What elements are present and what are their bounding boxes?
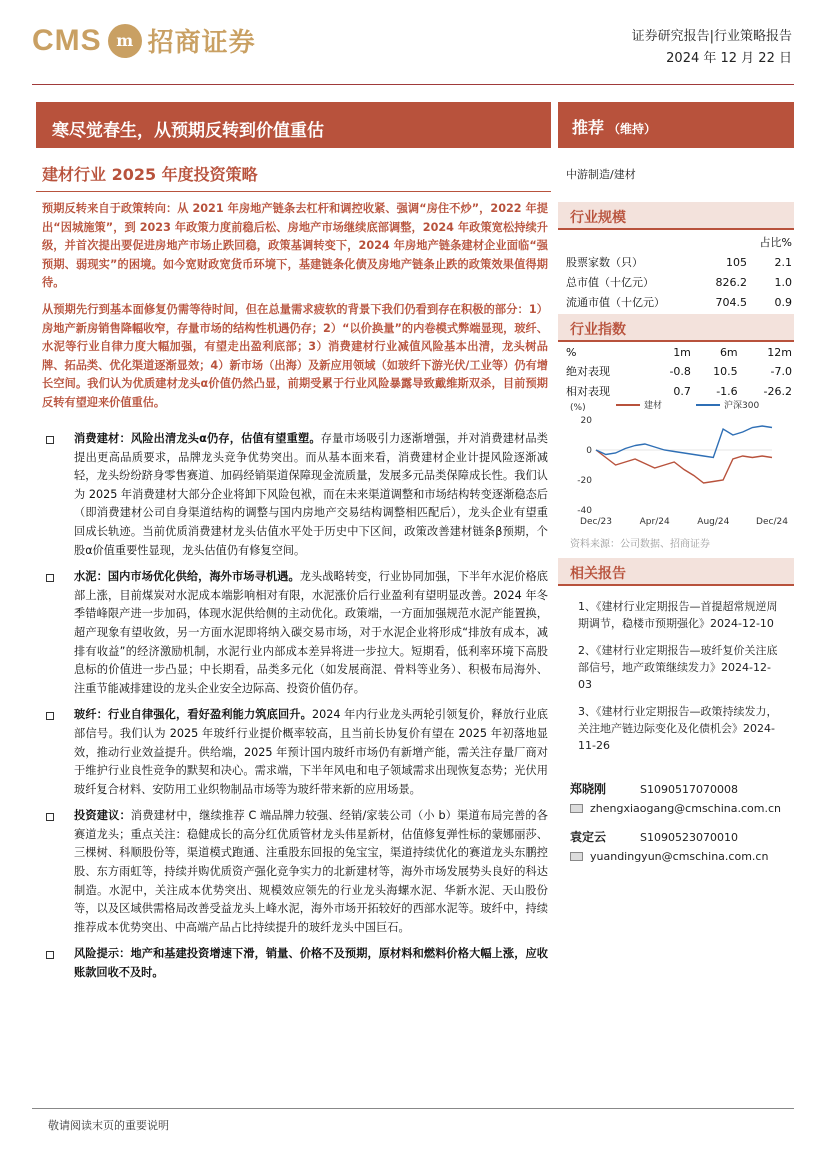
row-pct: 2.1 (774, 255, 792, 269)
row-value: -7.0 (770, 364, 792, 378)
lead-paragraph: 预期反转来自于政策转向：从 2021 年房地产链条去杠杆和调控收紧、强调“房住不炒”，2022 年提出“因城施策”，到 2023 年政策力度前稳后松、房地产市场继续底部调整，2024 年政策宽松持续升级，并首次提出要促进房地产市场止跌回稳，政策基调转变下，2024 年房地产链条建材企业面临“强预期、弱现实”的困境。如今宽财政宽货币环境下，基建链条化债及房地产链条止跌的政策效果值得期待。 (42, 202, 548, 290)
report-subtitle: 建材行业 2025 年度投资策略 (42, 165, 258, 184)
series-line (596, 450, 772, 483)
analyst-card (570, 828, 788, 864)
analyst-card (570, 780, 788, 816)
row-value: 105 (725, 255, 747, 269)
list-item (42, 568, 548, 698)
bullet-heading: 水泥：国内市场优化供给，海外市场寻机遇。 (74, 570, 300, 584)
row-value: -1.6 (716, 384, 738, 398)
list-item (42, 945, 548, 982)
report-type: 证券研究报告|行业策略报告 (631, 29, 792, 44)
report-meta (632, 26, 792, 70)
row-value: 0.7 (673, 384, 691, 398)
analyst-email[interactable]: zhengxiaogang@cmschina.com.cn (590, 802, 781, 815)
y-tick-label: -20 (577, 476, 592, 486)
related-reports-list (578, 598, 784, 764)
column-header: 12m (767, 345, 792, 359)
row-value: -0.8 (669, 364, 691, 378)
bullet-heading: 投资建议： (74, 809, 131, 823)
legend-label: 沪深300 (724, 401, 760, 411)
bullet-heading: 风险提示：地产和基建投资增速下滑，销量、价格不及预期，原材料和燃料价格大幅上涨，应收账款回收不及时。 (74, 947, 548, 980)
column-header: 1m (673, 345, 691, 359)
rating-note: （维持） (608, 122, 657, 136)
analyst-email[interactable]: yuandingyun@cmschina.com.cn (590, 850, 769, 863)
row-label: 总市值（十亿元） (566, 276, 654, 289)
bullet-heading: 消费建材：风险出清龙头α仍存，估值有望重塑。 (74, 432, 321, 445)
row-pct: 1.0 (774, 275, 792, 289)
y-tick-label: 0 (586, 446, 592, 456)
envelope-icon (570, 852, 583, 861)
related-report-link[interactable]: 2、《建材行业定期报告—玻纤复价关注底部信号，地产政策继续发力》2024-12-03 (578, 644, 778, 691)
table-header-row (566, 343, 792, 361)
y-tick-label: -40 (577, 506, 592, 516)
envelope-icon (570, 804, 583, 813)
table-row (566, 292, 792, 312)
y-axis-label: (%) (570, 403, 586, 413)
pct-header: 占比% (759, 236, 792, 249)
x-tick-label: Apr/24 (639, 517, 670, 527)
header-divider (32, 84, 794, 85)
checkbox-bullet-icon (46, 574, 54, 582)
table-row (566, 252, 792, 272)
related-report-link[interactable]: 1、《建材行业定期报告—首提超常规逆周期调节，稳楼市预期强化》2024-12-10 (578, 600, 778, 630)
bullet-body: 存量市场吸引力逐渐增强，并对消费建材品类提出更高品质要求，品牌龙头竞争优势突出。而从基本面来看，消费建材企业计提风险逐渐减轻，龙头纷纷跻身零售赛道、加码经销渠道保障现金流质量，发展多元品类保障成长性。我们认为 2025 年消费建材大部分企业将卸下风险包袱，而在未来渠道调整和市场结构转变逐渐稳态后（即消费建材公司自身渠道结构的调整与国内房地产交易结构调整相匹配后），龙头企业有望重回成长轨迹。当前优质消费建材龙头估值水平处于历史中下区间，政策改善建材链条β预期，个股α价值重要性显现，龙头估值仍有修复空间。 (74, 432, 548, 557)
related-reports-heading: 相关报告 (558, 558, 794, 586)
logo-chinese-name: 招商证券 (147, 28, 256, 58)
checkbox-bullet-icon (46, 813, 54, 821)
bullet-body: 消费建材中，继续推荐 C 端品牌力较强、经销/家装公司（小 b）渠道布局完善的各赛道龙头；重点关注：稳健成长的高分红优质管材龙头伟星新材，估值修复弹性标的蒙娜丽莎、三棵树、科顺股份等，渠道模式跑通、注重股东回报的兔宝宝，渠道持续优化的赛道龙头东鹏控股、东方雨虹等，持续并购优质资产强化竞争实力的北新建材等，海外市场发展势头良好的科达制造。水泥中，关注成本优势突出、规模效应领先的行业龙头海螺水泥、华新水泥、天山股份等，以及区域供需格局改善受益龙头上峰水泥，海外市场开拓较好的西部水泥等。玻纤中，持续推荐成本优势突出、中高端产品占比持续提升的玻纤龙头中国巨石。 (74, 809, 548, 934)
x-tick-label: Dec/23 (580, 517, 612, 527)
industry-scale-heading: 行业规模 (558, 202, 794, 230)
bullet-body: 2024 年内行业龙头两轮引领复价，释放行业底部信号。我们认为 2025 年玻纤行业提价概率较高，且当前长协复价有望在 2025 年初落地显效，推动行业效益提升。供给端，2025 年预计国内玻纤市场仍有新增产能，需关注存量厂商对于维护行业良性竞争的默契和决心。需求端，下半年风电和电子领域需求出现恢复态势；光伏用玻纤复合材料、安防用工业织物制品市场等为玻纤带来新的应用场景。 (74, 708, 548, 796)
checkbox-bullet-icon (46, 951, 54, 959)
chart-source: 资料来源：公司数据、招商证券 (570, 539, 710, 550)
industry-scale-table (566, 232, 792, 312)
column-header: 6m (719, 345, 738, 359)
table-row (566, 361, 792, 381)
table-row (566, 272, 792, 292)
row-label: 股票家数（只） (566, 256, 643, 269)
row-value: -26.2 (763, 384, 792, 398)
industry-index-heading: 行业指数 (558, 314, 794, 342)
lead-paragraph: 从预期先行到基本面修复仍需等待时间，但在总量需求疲软的背景下我们仍看到存在积极的部分：1）房地产新房销售降幅收窄，存量市场的结构性机遇仍存；2）“以价换量”的内卷模式弊端显现，玻纤、水泥等行业自律力度大幅加强，有望走出盈利底部；3）消费建材行业减值风险基本出清，龙头树品牌、拓品类、优化渠道逐渐显效；4）新市场（出海）及新应用领域（如玻纤下游光伏/工业等）仍有增长空间。我们认为优质建材龙头α价值仍然凸显，前期受累于行业风险暴露导致戴维斯双杀，目前预期反转有望迎来价值重估。 (42, 302, 548, 409)
bullet-heading: 玻纤：行业自律强化，看好盈利能力筑底回升。 (74, 708, 312, 722)
logo-text: CMS (32, 23, 102, 57)
subtitle-divider (36, 191, 551, 192)
row-value: 10.5 (713, 364, 738, 378)
list-item (42, 430, 548, 560)
column-header: % (566, 345, 577, 359)
row-value: 826.2 (715, 275, 747, 289)
company-logo (32, 22, 256, 59)
rating-label: 推荐 (572, 118, 605, 137)
page-header (0, 0, 826, 92)
list-item (42, 706, 548, 799)
report-date: 2024 年 12 月 22 日 (666, 51, 792, 66)
checkbox-bullet-icon (46, 712, 54, 720)
analyst-name: 袁定云 (570, 830, 607, 844)
row-label: 流通市值（十亿元） (566, 296, 665, 309)
rating-banner (558, 102, 794, 148)
legend-label: 建材 (644, 401, 663, 411)
row-value: 704.5 (715, 295, 747, 309)
sector-label: 中游制造/建材 (566, 168, 636, 181)
industry-index-table (566, 343, 792, 401)
related-report-link[interactable]: 3、《建材行业定期报告—政策持续发力，关注地产链边际变化及化债机会》2024-11-26 (578, 705, 778, 752)
x-tick-label: Aug/24 (697, 517, 730, 527)
row-pct: 0.9 (774, 295, 792, 309)
row-label: 相对表现 (566, 385, 610, 398)
key-points-list (42, 430, 548, 991)
checkbox-bullet-icon (46, 436, 54, 444)
series-line (596, 426, 772, 458)
x-tick-label: Dec/24 (756, 517, 788, 527)
summary-section (42, 200, 548, 413)
y-tick-label: 20 (580, 416, 592, 426)
bullet-body: 龙头战略转变，行业协同加强，下半年水泥价格底部上涨，目前煤炭对水泥成本端影响相对有限，水泥涨价后行业盈利有望明显改善。2024 年冬季错峰限产进一步加码，体现水泥供给侧的主动优化。政策端，一方面加强规范水泥产能置换，超产现象有望收敛，另一方面水泥即将纳入碳交易市场，对于水泥企业将形成“排放有成本，减排有收益”的经济激励机制，水泥行业内部成本差异将进一步拉大。短期看，低利率环境下高股息标的价值进一步凸显；中长期看，品类多元化（如发展商混、骨料等业务）、积极布局海外、注重节能减排建设的龙头企业安全边际高、投资价值仍存。 (74, 570, 548, 695)
list-item (42, 807, 548, 937)
footer-divider (32, 1108, 794, 1109)
report-title: 寒尽觉春生，从预期反转到价值重估 (36, 102, 551, 148)
footer-note: 敬请阅读末页的重要说明 (48, 1119, 169, 1132)
index-performance-chart (566, 398, 796, 528)
analyst-name: 郑晓刚 (570, 782, 607, 796)
analyst-cert: S1090517070008 (640, 783, 738, 796)
logo-badge-icon: m (108, 24, 142, 58)
row-label: 绝对表现 (566, 365, 610, 378)
analyst-cert: S1090523070010 (640, 831, 738, 844)
